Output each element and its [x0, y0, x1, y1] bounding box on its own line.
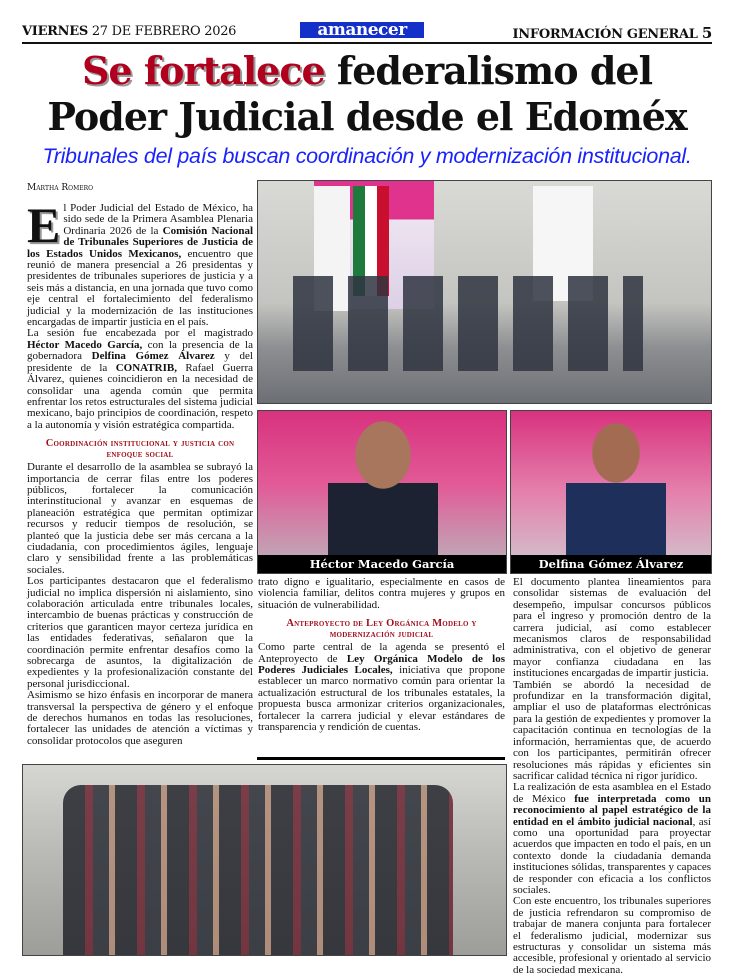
text: iniciativa que propone establecer un marco normativo común para orientar la actualización estructural de los tribunales estatales, la propuesta busca armonizar criterios organizacionales, fortalecer la carrera judicial y elevar estándares de transparencia y rendición de cuentas. [258, 664, 505, 734]
byline: Martha Romero [27, 183, 94, 193]
article-paragraph [27, 576, 253, 690]
text: , así como una oportunidad para proyectar acuerdos que impacten en todo el país, en un contexto donde la ciudadanía demanda instituciones sólidas, transparentes y capaces de responder con eficacia a los conflictos sociales. [513, 815, 711, 896]
article-paragraph [513, 896, 711, 976]
text: Durante el desarrollo de la asamblea se subrayó la importancia de cerrar filas entre los poderes públicos, fortalecer la comunicación interinstitucional y avanzar en esquemas de planeación estratégica que permitan optimizar recursos y reducir tiempos de resolución, se planteó que la justicia debe ser más cercana a la ciudadanía, con procedimientos ágiles, lenguaje claro y sensibilidad frente a las problemáticas sociales. [27, 461, 253, 576]
bold-text: fue interpretada como un reconocimiento al papel estratégico de la entidad en el ámbito judicial nacional [513, 792, 711, 828]
text: Coordinación institucional y justicia con enfoque social [45, 438, 235, 461]
issue-date-text: 27 DE FEBRERO 2026 [91, 24, 237, 39]
text: encuentro que reunió de manera presencial a 26 presidentas y presidentes de tribunales superiores de justicia y a seis más a distancia, en una jornada que tuvo como eje central el fortalecimiento del federalismo judicial y la modernización de las instituciones encargadas de impartir justicia en el país. [27, 247, 253, 329]
article-paragraph [513, 577, 711, 680]
bold-text: Delfina Gómez Álvarez [91, 350, 215, 363]
speaker-figure [328, 421, 438, 556]
bold-text: CONATRIB, [115, 361, 177, 374]
section-subhead [27, 438, 253, 460]
article-column-2 [258, 577, 505, 733]
photo-caption-left: Héctor Macedo García [258, 555, 506, 573]
article-paragraph [513, 680, 711, 783]
text: También se abordó la necesidad de profundizar en la transformación digital, ampliar el uso de plataformas electrónicas para la gestión de expedientes y promover la capacitación continua en tecnologías de la información, herramientas que, de acuerdo con los participantes, permitirán ofrecer resoluciones más rápidas y eficientes sin sacrificar calidad técnica ni rigor jurídico. [513, 678, 711, 782]
drop-cap: E [27, 197, 61, 253]
text: Con este encuentro, los tribunales superiores de justicia refrendaron su compromiso de trabajar de manera conjunta para fortalecer el federalismo judicial, modernizar sus estructuras y consolidar un sistema más accesible, profesional y orientado al servicio de la sociedad mexicana. [513, 895, 711, 976]
text: Rafael Guerra Álvarez, quienes coincidieron en la necesidad de consolidar una agenda común que permita enfrentar los retos estructurales del sistema judicial mexicano, bajo principios de coordinación, respeto a la autonomía y visión estratégica compartida. [27, 361, 253, 431]
article-paragraph [27, 197, 253, 329]
text: Los participantes destacaron que el federalismo judicial no implica dispersión ni aislamiento, sino colaboración articulada entre tribunales locales, intercambio de buenas prácticas y construcción de criterios que garanticen mayor certeza jurídica en las entidades federativas, señalaron que la coordinación permite enfrentar desafíos como la sobrecarga de asuntos, la digitalización de expedientes y la profesionalización constante del personal jurisdiccional. [27, 575, 253, 690]
text: Asimismo se hizo énfasis en incorporar de manera transversal la perspectiva de género y el enfoque de derechos humanos en todas las resoluciones, fortalecer las unidades de atención a víctimas y consolidar protocolos que aseguren [27, 689, 253, 747]
article-paragraph [27, 690, 253, 747]
group-of-people [63, 785, 453, 955]
main-photo-assembly [257, 180, 712, 404]
headline-line1: federalismo del [336, 48, 653, 93]
text: La sesión fue encabezada por el magistrado [27, 327, 253, 340]
issue-day: VIERNES [22, 24, 88, 39]
speaker-figure [566, 419, 666, 557]
text: y del presidente de la [27, 350, 253, 374]
photo-caption-right: Delfina Gómez Álvarez [511, 555, 711, 573]
text: Como parte central de la agenda se presentó el Anteproyecto de [258, 641, 505, 665]
article-paragraph [27, 328, 253, 431]
article-column-3 [513, 577, 711, 976]
subtitle: Tribunales del país buscan coordinación y modernización institucional. [42, 144, 692, 168]
article-paragraph [258, 577, 505, 611]
article-paragraph [513, 782, 711, 896]
headline [22, 48, 712, 140]
section-title [513, 24, 712, 42]
article-paragraph [27, 462, 253, 576]
section-subhead [258, 618, 505, 640]
article-column-1 [27, 197, 253, 747]
newspaper-logo: amanecer [300, 22, 424, 38]
bold-text: Héctor Macedo García, [27, 338, 143, 351]
headline-line2: Poder Judicial desde el Edoméx [47, 94, 687, 139]
photo-delfina-gomez [510, 410, 712, 574]
group-photo [22, 764, 507, 956]
headline-highlight: Se fortalece [81, 48, 325, 93]
text: El documento plantea lineamientos para consolidar sistemas de evaluación del desempeño, impulsar concursos públicos para el ingreso y promoción dentro de la carrera judicial, así como establecer mecanismos claros de responsabilidad administrativa, con el objetivo de generar mayor confianza ciudadana en las instituciones encargadas de impartir justicia. [513, 576, 711, 680]
bold-text: Ley Orgánica Modelo de los Poderes Judiciales Locales, [258, 652, 505, 677]
text: trato digno e igualitario, especialmente en casos de violencia familiar, delitos contra mujeres y grupos en situación de vulnerabilidad. [258, 576, 505, 611]
section-name: INFORMACIÓN GENERAL [512, 27, 698, 42]
bold-text: Comisión Nacional de Tribunales Superiores de Justicia de los Estados Unidos Mexicanos, [27, 224, 253, 260]
text: l Poder Judicial del Estado de México, ha sido sede de la Primera Asamblea Plenaria Ordinaria 2026 de la [63, 202, 253, 237]
issue-date [22, 24, 236, 39]
text: con la presencia de la gobernadora [27, 338, 253, 363]
page-number: 5 [701, 24, 712, 42]
article-paragraph [258, 642, 505, 733]
text: La realización de esta asamblea en el Estado de México [513, 781, 711, 805]
photo-hector-macedo [257, 410, 507, 574]
text: Anteproyecto de Ley Orgánica Modelo y modernización judicial [286, 618, 477, 641]
divider [257, 757, 505, 760]
seated-officials [293, 276, 643, 371]
page-header [22, 22, 712, 44]
